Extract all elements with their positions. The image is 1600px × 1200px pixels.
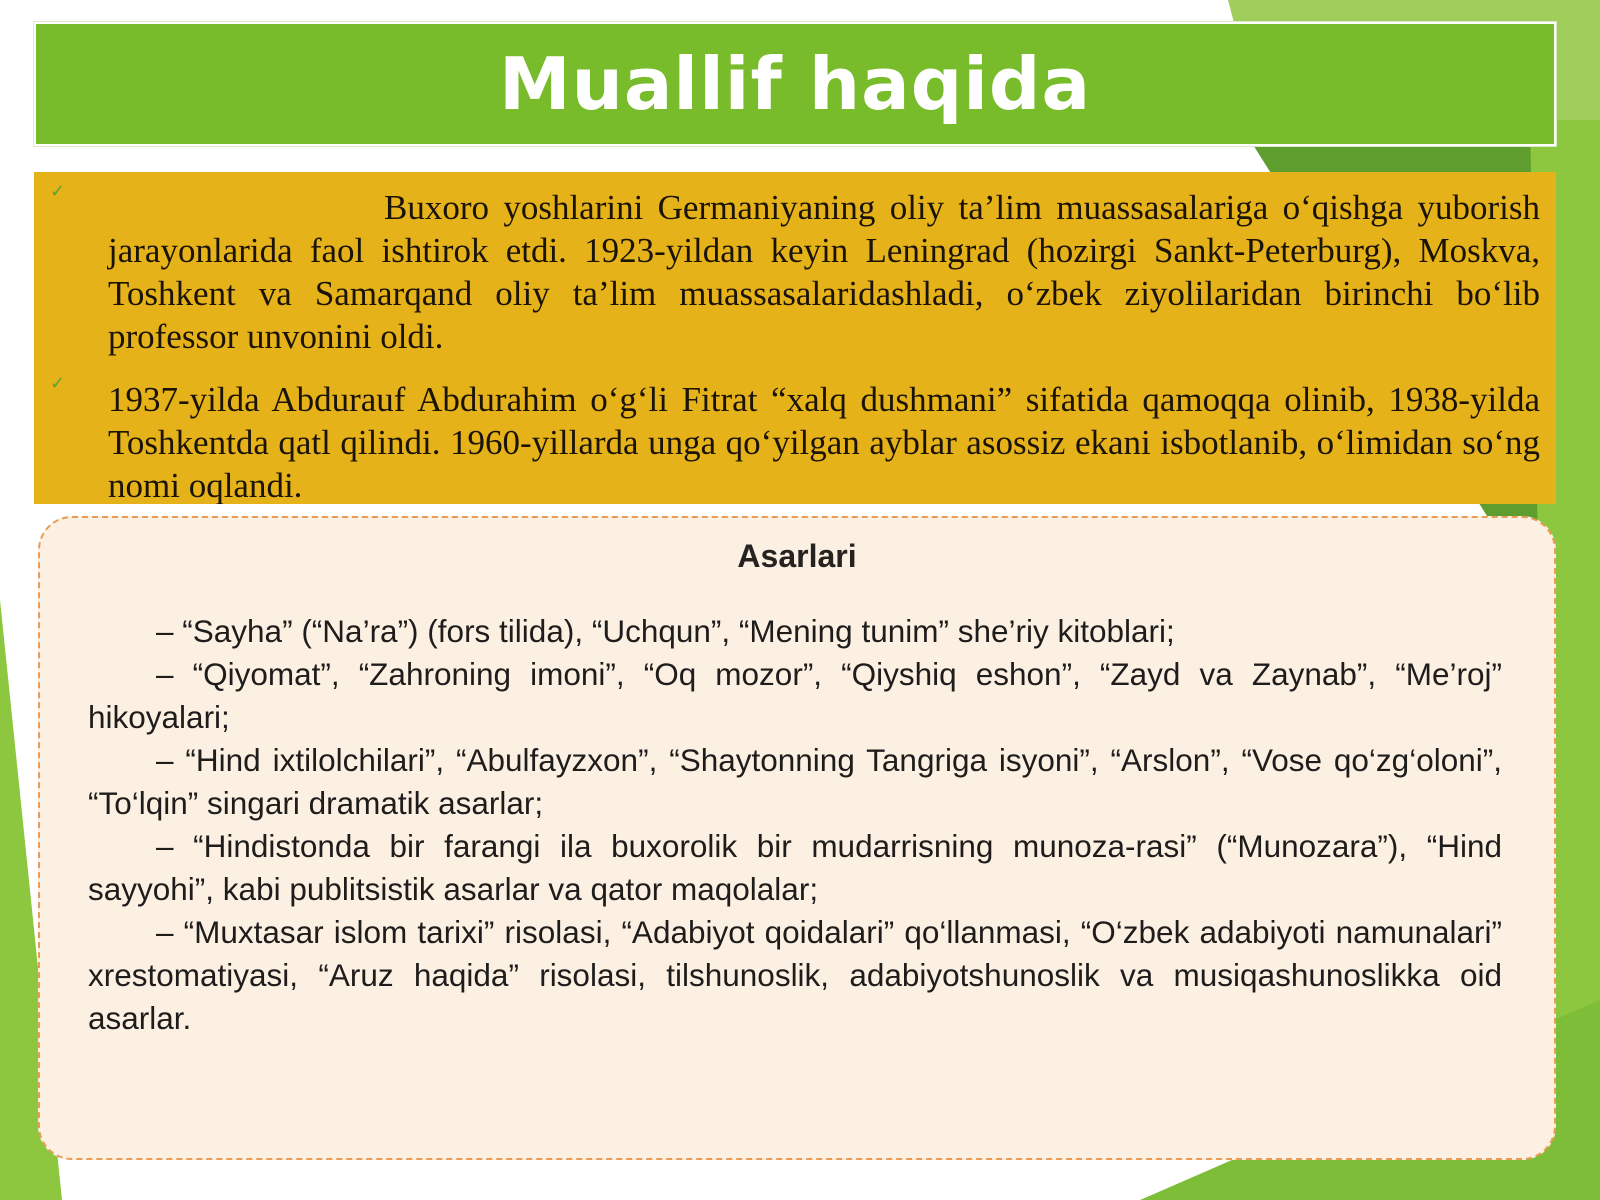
work-item-stories: – “Qiyomat”, “Zahroning imoni”, “Oq mozor”, “Qiyshiq eshon”, “Zayd va Zaynab”, “Me’roj” hikoyalari; [88, 656, 1502, 735]
info-paragraph-1: Buxoro yoshlarini Germaniyaning oliy ta’lim muassasalariga o‘qishga yuborish jarayonlarida faol ishtirok etdi. 1923-yildan keyin Leningrad (hozirgi Sankt-Peterburg), Moskva, Toshkent va Samarqand oliy ta’lim muassasalaridashladi, o‘zbek ziyolilaridan birinchi bo‘lib professor unvonini oldi. [108, 188, 1540, 356]
title-bar [34, 22, 1556, 146]
works-heading: Asarlari [737, 538, 857, 574]
work-item-scholarly: – “Muxtasar islom tarixi” risolasi, “Adabiyot qoidalari” qo‘llanmasi, “O‘zbek adabiyoti namunalari” xrestomatiyasi, “Aruz haqida” risolasi, tilshunoslik, adabiyotshunoslik va musiqashunoslikka oid asarlar. [88, 914, 1502, 1036]
check-icon: ✓ [50, 181, 66, 201]
check-icon: ✓ [50, 373, 66, 393]
author-info-box [34, 172, 1556, 504]
page-title: Muallif haqida [498, 42, 1092, 126]
work-item-dramas: – “Hind ixtilolchilari”, “Abulfayzxon”, “Shaytonning Tangriga isyoni”, “Arslon”, “Vose qo‘zg‘oloni”, “To‘lqin” singari dramatik asarlar; [88, 742, 1502, 821]
info-paragraph-2: 1937-yilda Abdurauf Abdurahim o‘g‘li Fitrat “xalq dushmani” sifatida qamoqqa olinib, 1938-yilda Toshkentda qatl qilindi. 1960-yillarda unga qo‘yilgan ayblar asossiz ekani isbotlanib, o‘limidan so‘ng nomi oqlandi. [108, 380, 1540, 504]
work-item-publicistic: – “Hindistonda bir farangi ila buxorolik bir mudarrisning munoza-rasi” (“Munozara”), “Hind sayyohi”, kabi publitsistik asarlar va qator maqolalar; [88, 828, 1502, 907]
works-list [88, 610, 1502, 1040]
work-item-poetry: – “Sayha” (“Na’ra”) (fors tilida), “Uchqun”, “Mening tunim” she’riy kitoblari; [156, 613, 1175, 649]
works-box [38, 516, 1556, 1160]
